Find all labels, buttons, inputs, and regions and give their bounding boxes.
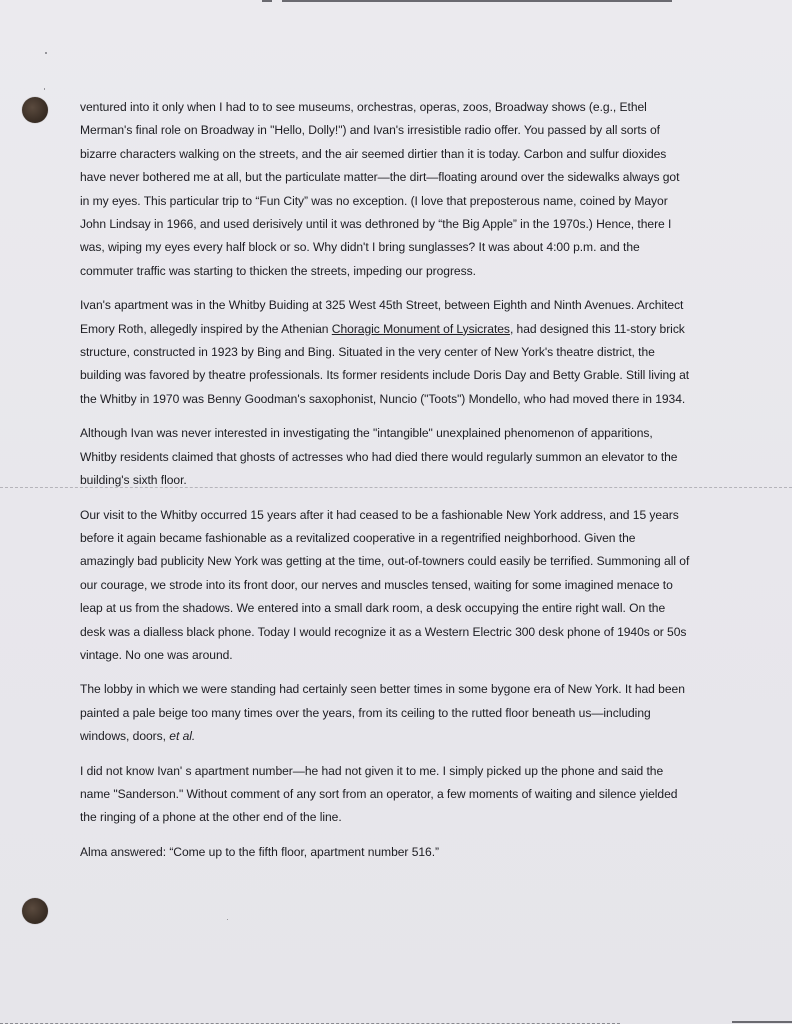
paper-speck	[227, 919, 228, 920]
paragraph-5	[80, 678, 690, 748]
paragraph-text: ventured into it only when I had to to see museums, orchestras, operas, zoos, Broadway shows (e.g., Ethel Merman's final role on Broadway in "Hello, Dolly!") and Ivan's irresistible radio offer. You passed by all sorts of bizarre characters walking on the streets, and the air seemed dirtier than it is today. Carbon and sulfur dioxides have never bothered me at all, but the particulate matter—the dirt—floating around over the sidewalks always got in my eyes. This particular trip to “Fun City” was no exception. (I love that preposterous name, coined by Mayor John Lindsay in 1966, and used derisively until it was dethroned by “the Big Apple” in the 1970s.) Hence, there I was, wiping my eyes every half block or so. Why didn't I bring sunglasses? It was about 4:00 p.m. and the commuter traffic was starting to thicken the streets, impeding our progress.	[80, 100, 680, 278]
punch-hole-bottom	[22, 898, 48, 924]
page-bottom-edge-mark	[732, 1021, 792, 1023]
paragraph-text: Our visit to the Whitby occurred 15 years after it had ceased to be a fashionable New York address, and 15 years before it again became fashionable as a revitalized cooperative in a regentrified neighborhood. Given the amazingly bad publicity New York was getting at the time, out-of-towners could easily be terrified. Summoning all of our courage, we strode into its front door, our nerves and muscles tensed, waiting for some imagined menace to leap at us from the shadows. We entered into a small dark room, a desk occupying the entire right wall. On the desk was a dialless black phone. Today I would recognize it as a Western Electric 300 desk phone of 1940s or 50s vintage. No one was around.	[80, 507, 690, 662]
punch-hole-top	[22, 97, 48, 123]
paragraph-text: The lobby in which we were standing had certainly seen better times in some bygone era of New York. It had been painted a pale beige too many times over the years, from its ceiling to the rutted floor beneath us—including windows, doors,	[80, 682, 685, 744]
paragraph-text: Alma answered: “Come up to the fifth floor, apartment number 516.”	[80, 844, 440, 859]
paragraph-2	[80, 294, 690, 411]
paragraph-text: Although Ivan was never interested in investigating the "intangible" unexplained phenomenon of apparitions, Whitby residents claimed that ghosts of actresses who had died there would regularly summon an elevator to the building's sixth floor.	[80, 426, 678, 488]
paper-speck	[44, 88, 45, 90]
paragraph-text: I did not know Ivan' s apartment number—he had not given it to me. I simply picked up the phone and said the name "Sanderson." Without comment of any sort from an operator, a few moments of waiting and silence yielded the ringing of a phone at the other end of the line.	[80, 763, 678, 825]
page-top-edge-mark	[262, 0, 272, 2]
paragraph-1	[80, 96, 690, 283]
paragraph-6	[80, 760, 690, 830]
body-text	[80, 96, 690, 875]
paragraph-text: , had designed this 11-story brick structure, constructed in 1923 by Bing and Bing. Situated in the very center of New York's theatre district, the building was favored by theatre professionals. Its former residents include Doris Day and Betty Grable. Still living at the Whitby in 1970 was Benny Goodman's saxophonist, Nuncio ("Toots") Mondello, who had moved there in 1934.	[80, 321, 690, 406]
paragraph-3	[80, 422, 690, 492]
paragraph-text: Ivan's apartment was in the Whitby Buiding at 325 West 45th Street, between Eighth and Ninth Avenues. Architect Emory Roth, allegedly inspired by the Athenian	[80, 298, 684, 336]
page-top-edge	[282, 0, 672, 2]
italic-text: et al.	[169, 729, 196, 744]
paper-speck	[45, 52, 47, 54]
paragraph-7	[80, 841, 690, 864]
paragraph-4	[80, 504, 690, 668]
choragic-monument-link[interactable]: Choragic Monument of Lysicrates	[331, 321, 510, 336]
